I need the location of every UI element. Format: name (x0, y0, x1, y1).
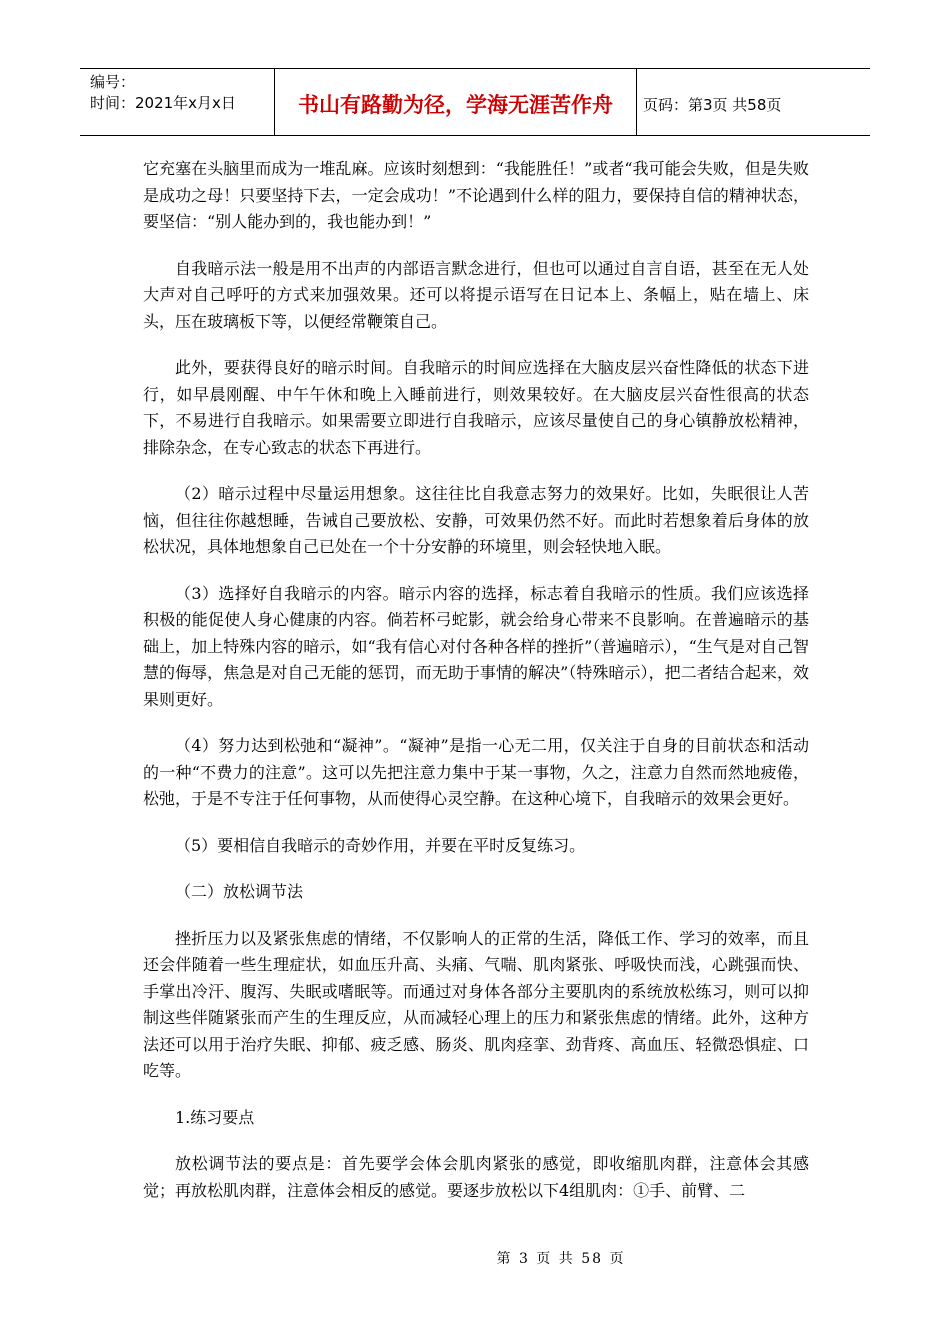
body-paragraph: （2）暗示过程中尽量运用想象。这往往比自我意志努力的效果好。比如，失眠很让人苦恼，但往往你越想睡，告诫自己要放松、安静，可效果仍然不好。而此时若想象着后身体的放松状况，具体地想象自己已处在一个十分安静的环境里，则会轻快地入眠。 (143, 484, 809, 556)
subsection-heading: 1.练习要点 (175, 1107, 255, 1127)
header-page-info: 页码：第3页 共58页 (643, 95, 782, 114)
body-paragraph: 自我暗示法一般是用不出声的内部语言默念进行，但也可以通过自言自语，甚至在无人处大声对自己呼吁的方式来加强效果。还可以将提示语写在日记本上、条幅上，贴在墙上、床头，压在玻璃板下等，以便经常鞭策自己。 (143, 258, 809, 331)
document-number-label: 编号： (90, 73, 136, 91)
body-paragraph: 它充塞在头脑里而成为一堆乱麻。应该时刻想到：“我能胜任！”或者“我可能会失败，但是失败是成功之母！只要坚持下去，一定会成功！”不论遇到什么样的阻力，要保持自信的精神状态，要坚信：“别人能办到的，我也能办到！” (143, 159, 809, 231)
page-number: 第 3 页 共 58 页 (496, 1251, 626, 1267)
body-paragraph: 挫折压力以及紧张焦虑的情绪，不仅影响人的正常的生活，降低工作、学习的效率，而且还会伴随着一些生理症状，如血压升高、头痛、气喘、肌肉紧张、呼吸快而浅，心跳强而快、手掌出冷汗、腹泻、失眠或嗜眠等。而通过对身体各部分主要肌肉的系统放松练习，则可以抑制这些伴随紧张而产生的生理反应，从而减轻心理上的压力和紧张焦虑的情绪。此外，这种方法还可以用于治疗失眠、抑郁、疲乏感、肠炎、肌肉痉挛、劲背疼、高血压、轻微恐惧症、口吃等。 (143, 928, 809, 1080)
header-meta (80, 69, 275, 135)
body-paragraph: （3）选择好自我暗示的内容。暗示内容的选择，标志着自我暗示的性质。我们应该选择积极的能促使人身心健康的内容。倘若杯弓蛇影，就会给身心带来不良影响。在普遍暗示的基础上，加上特殊内容的暗示，如“我有信心对付各种各样的挫折”（普遍暗示），“生气是对自己智慧的侮辱，焦急是对自己无能的惩罚，而无助于事情的解决”（特殊暗示），把二者结合起来，效果则更好。 (143, 583, 809, 709)
header-motto: 书山有路勤为径，学海无涯苦作舟 (275, 69, 637, 135)
body-paragraph: （4）努力达到松弛和“凝神”。“凝神”是指一心无二用，仅关注于自身的目前状态和活动的一种“不费力的注意”。这可以先把注意力集中于某一事物，久之，注意力自然而然地疲倦，松弛，于是不专注于任何事物，从而使得心灵空静。在这种心境下，自我暗示的效果会更好。 (143, 736, 809, 808)
section-heading: （二）放松调节法 (175, 882, 304, 901)
page-header (80, 68, 870, 136)
body-paragraph: 此外，要获得良好的暗示时间。自我暗示的时间应选择在大脑皮层兴奋性降低的状态下进行，如早晨刚醒、中午午休和晚上入睡前进行，则效果较好。在大脑皮层兴奋性很高的状态下，不易进行自我暗示。如果需要立即进行自我暗示，应该尽量使自己的身心镇静放松精神，排除杂念，在专心致志的状态下再进行。 (143, 358, 809, 457)
document-body (143, 156, 809, 1224)
page-footer (0, 1248, 950, 1268)
body-paragraph: （5）要相信自我暗示的奇妙作用，并要在平时反复练习。 (175, 835, 586, 855)
document-date: 时间：2021年x月x日 (90, 94, 236, 112)
body-paragraph: 放松调节法的要点是：首先要学会体会肌肉紧张的感觉，即收缩肌肉群，注意体会其感觉；再放松肌肉群，注意体会相反的感觉。要逐步放松以下4组肌肉：①手、前臂、二 (143, 1154, 809, 1200)
